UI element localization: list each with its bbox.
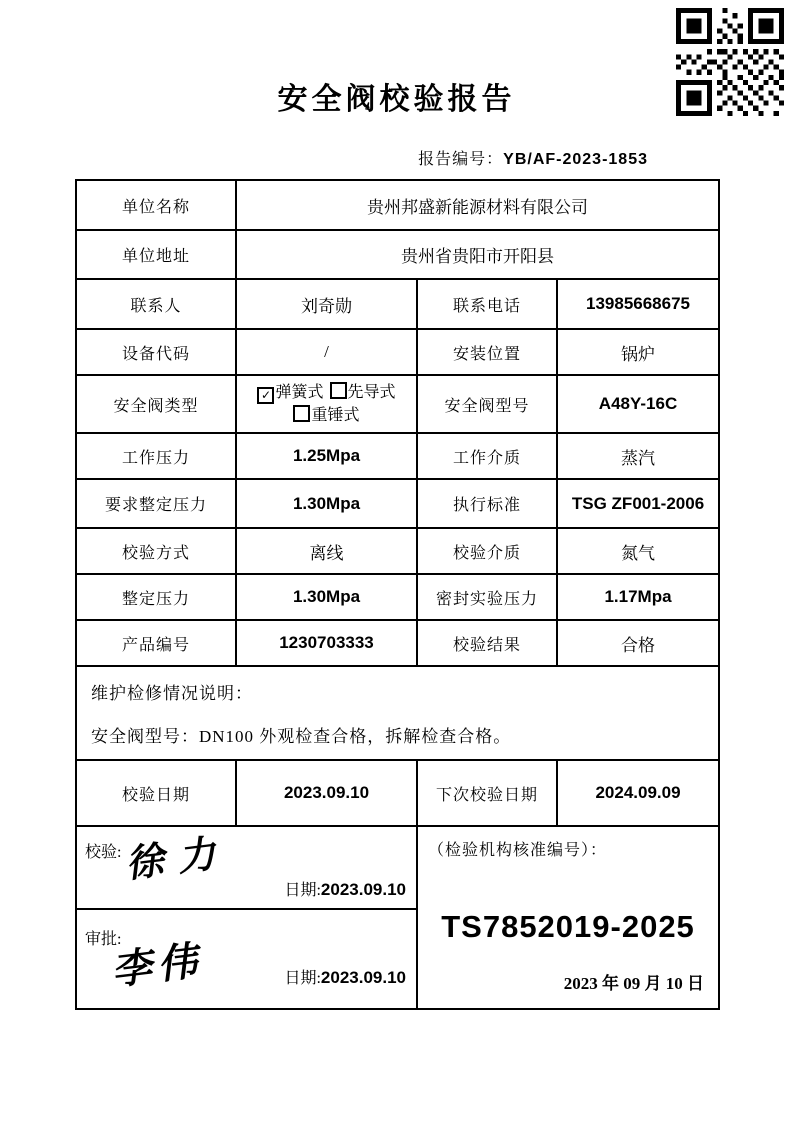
calibration-date-label: 校验日期 xyxy=(76,760,236,826)
valve-type-option-weight xyxy=(293,407,359,424)
calibrator-label: 校验: xyxy=(85,844,122,861)
calibrator-date-label: 日期: xyxy=(284,882,321,899)
unit-address-value: 贵州省贵阳市开阳县 xyxy=(236,230,719,279)
set-pressure-value: 1.30Mpa xyxy=(236,574,417,620)
next-calibration-date-label: 下次校验日期 xyxy=(417,760,557,826)
maintenance-note-content: 安全阀型号：DN100 外观检查合格，拆解检查合格。 xyxy=(91,727,512,746)
valve-type-option-spring xyxy=(257,384,323,401)
calibration-medium-value: 氮气 xyxy=(557,528,719,574)
valve-type-options-line-1 xyxy=(239,381,414,404)
org-approval-number: TS7852019-2025 xyxy=(441,909,695,944)
approver-date-line xyxy=(284,965,406,988)
calibrator-date-value: 2023.09.10 xyxy=(320,880,406,899)
org-approval-cell xyxy=(417,826,719,1009)
standard-label: 执行标准 xyxy=(417,479,557,528)
report-number-label: 报告编号： xyxy=(418,151,504,168)
valve-type-options xyxy=(236,375,417,433)
contact-value: 刘奇勋 xyxy=(236,279,417,329)
device-code-value: / xyxy=(236,329,417,375)
valve-model-value: A48Y-16C xyxy=(557,375,719,433)
required-set-pressure-label: 要求整定压力 xyxy=(76,479,236,528)
calibrator-signature-cell xyxy=(76,826,417,909)
org-approval-date: 2023 年 09 月 10 日 xyxy=(563,974,705,993)
valve-type-option-pilot xyxy=(330,384,396,401)
calibration-medium-label: 校验介质 xyxy=(417,528,557,574)
valve-type-option-pilot-label: 先导式 xyxy=(347,383,396,401)
seal-test-pressure-value: 1.17Mpa xyxy=(557,574,719,620)
checkbox-unchecked-icon xyxy=(293,405,310,422)
approver-date-label: 日期: xyxy=(284,970,321,987)
standard-value: TSG ZF001-2006 xyxy=(557,479,719,528)
install-location-label: 安装位置 xyxy=(417,329,557,375)
required-set-pressure-value: 1.30Mpa xyxy=(236,479,417,528)
next-calibration-date-value: 2024.09.09 xyxy=(557,760,719,826)
calibration-result-label: 校验结果 xyxy=(417,620,557,666)
working-pressure-label: 工作压力 xyxy=(76,433,236,479)
set-pressure-label: 整定压力 xyxy=(76,574,236,620)
phone-label: 联系电话 xyxy=(417,279,557,329)
row-maintenance-note xyxy=(76,666,719,760)
row-contact xyxy=(76,279,719,329)
approver-signature: 李伟 xyxy=(108,937,206,994)
checkbox-unchecked-icon xyxy=(330,382,347,399)
install-location-value: 锅炉 xyxy=(557,329,719,375)
approver-date-value: 2023.09.10 xyxy=(320,968,406,987)
row-calibration-method xyxy=(76,528,719,574)
row-calibration-date xyxy=(76,760,719,826)
qr-finder-top-left xyxy=(676,8,712,44)
row-unit-name xyxy=(76,180,719,230)
unit-address-label: 单位地址 xyxy=(76,230,236,279)
row-device-code xyxy=(76,329,719,375)
report-number-value: YB/AF-2023-1853 xyxy=(503,151,648,168)
working-medium-label: 工作介质 xyxy=(417,433,557,479)
valve-type-option-weight-label: 重锤式 xyxy=(311,407,360,424)
calibration-date-value: 2023.09.10 xyxy=(236,760,417,826)
unit-name-label: 单位名称 xyxy=(76,180,236,230)
report-number-line xyxy=(418,146,648,169)
calibrator-signature: 徐力 xyxy=(123,831,232,887)
maintenance-note-title: 维护检修情况说明： xyxy=(91,684,253,703)
seal-test-pressure-label: 密封实验压力 xyxy=(417,574,557,620)
maintenance-note-cell xyxy=(76,666,719,760)
phone-value: 13985668675 xyxy=(557,279,719,329)
row-unit-address xyxy=(76,230,719,279)
valve-type-label: 安全阀类型 xyxy=(76,375,236,433)
calibration-method-value: 离线 xyxy=(236,528,417,574)
unit-name-value: 贵州邦盛新能源材料有限公司 xyxy=(236,180,719,230)
qr-finder-top-right xyxy=(748,8,784,44)
calibration-method-label: 校验方式 xyxy=(76,528,236,574)
calibration-result-value: 合格 xyxy=(557,620,719,666)
product-no-label: 产品编号 xyxy=(76,620,236,666)
org-approval-label: （检验机构核准编号）： xyxy=(428,842,608,859)
row-working-pressure xyxy=(76,433,719,479)
row-set-pressure xyxy=(76,574,719,620)
row-valve-type xyxy=(76,375,719,433)
checkbox-checked-icon: ✓ xyxy=(257,387,274,404)
row-calibrator-signature xyxy=(76,826,719,909)
working-pressure-value: 1.25Mpa xyxy=(236,433,417,479)
working-medium-value: 蒸汽 xyxy=(557,433,719,479)
report-table xyxy=(75,179,720,1010)
product-no-value: 1230703333 xyxy=(236,620,417,666)
calibrator-date-line xyxy=(284,877,406,900)
page-title: 安全阀校验报告 xyxy=(277,83,516,116)
valve-type-options-line-2 xyxy=(239,404,414,427)
device-code-label: 设备代码 xyxy=(76,329,236,375)
valve-model-label: 安全阀型号 xyxy=(417,375,557,433)
contact-label: 联系人 xyxy=(76,279,236,329)
approver-signature-cell xyxy=(76,909,417,1009)
row-product-no xyxy=(76,620,719,666)
approver-label: 审批: xyxy=(85,931,122,948)
row-required-set-pressure xyxy=(76,479,719,528)
valve-type-option-spring-label: 弹簧式 xyxy=(275,383,324,401)
